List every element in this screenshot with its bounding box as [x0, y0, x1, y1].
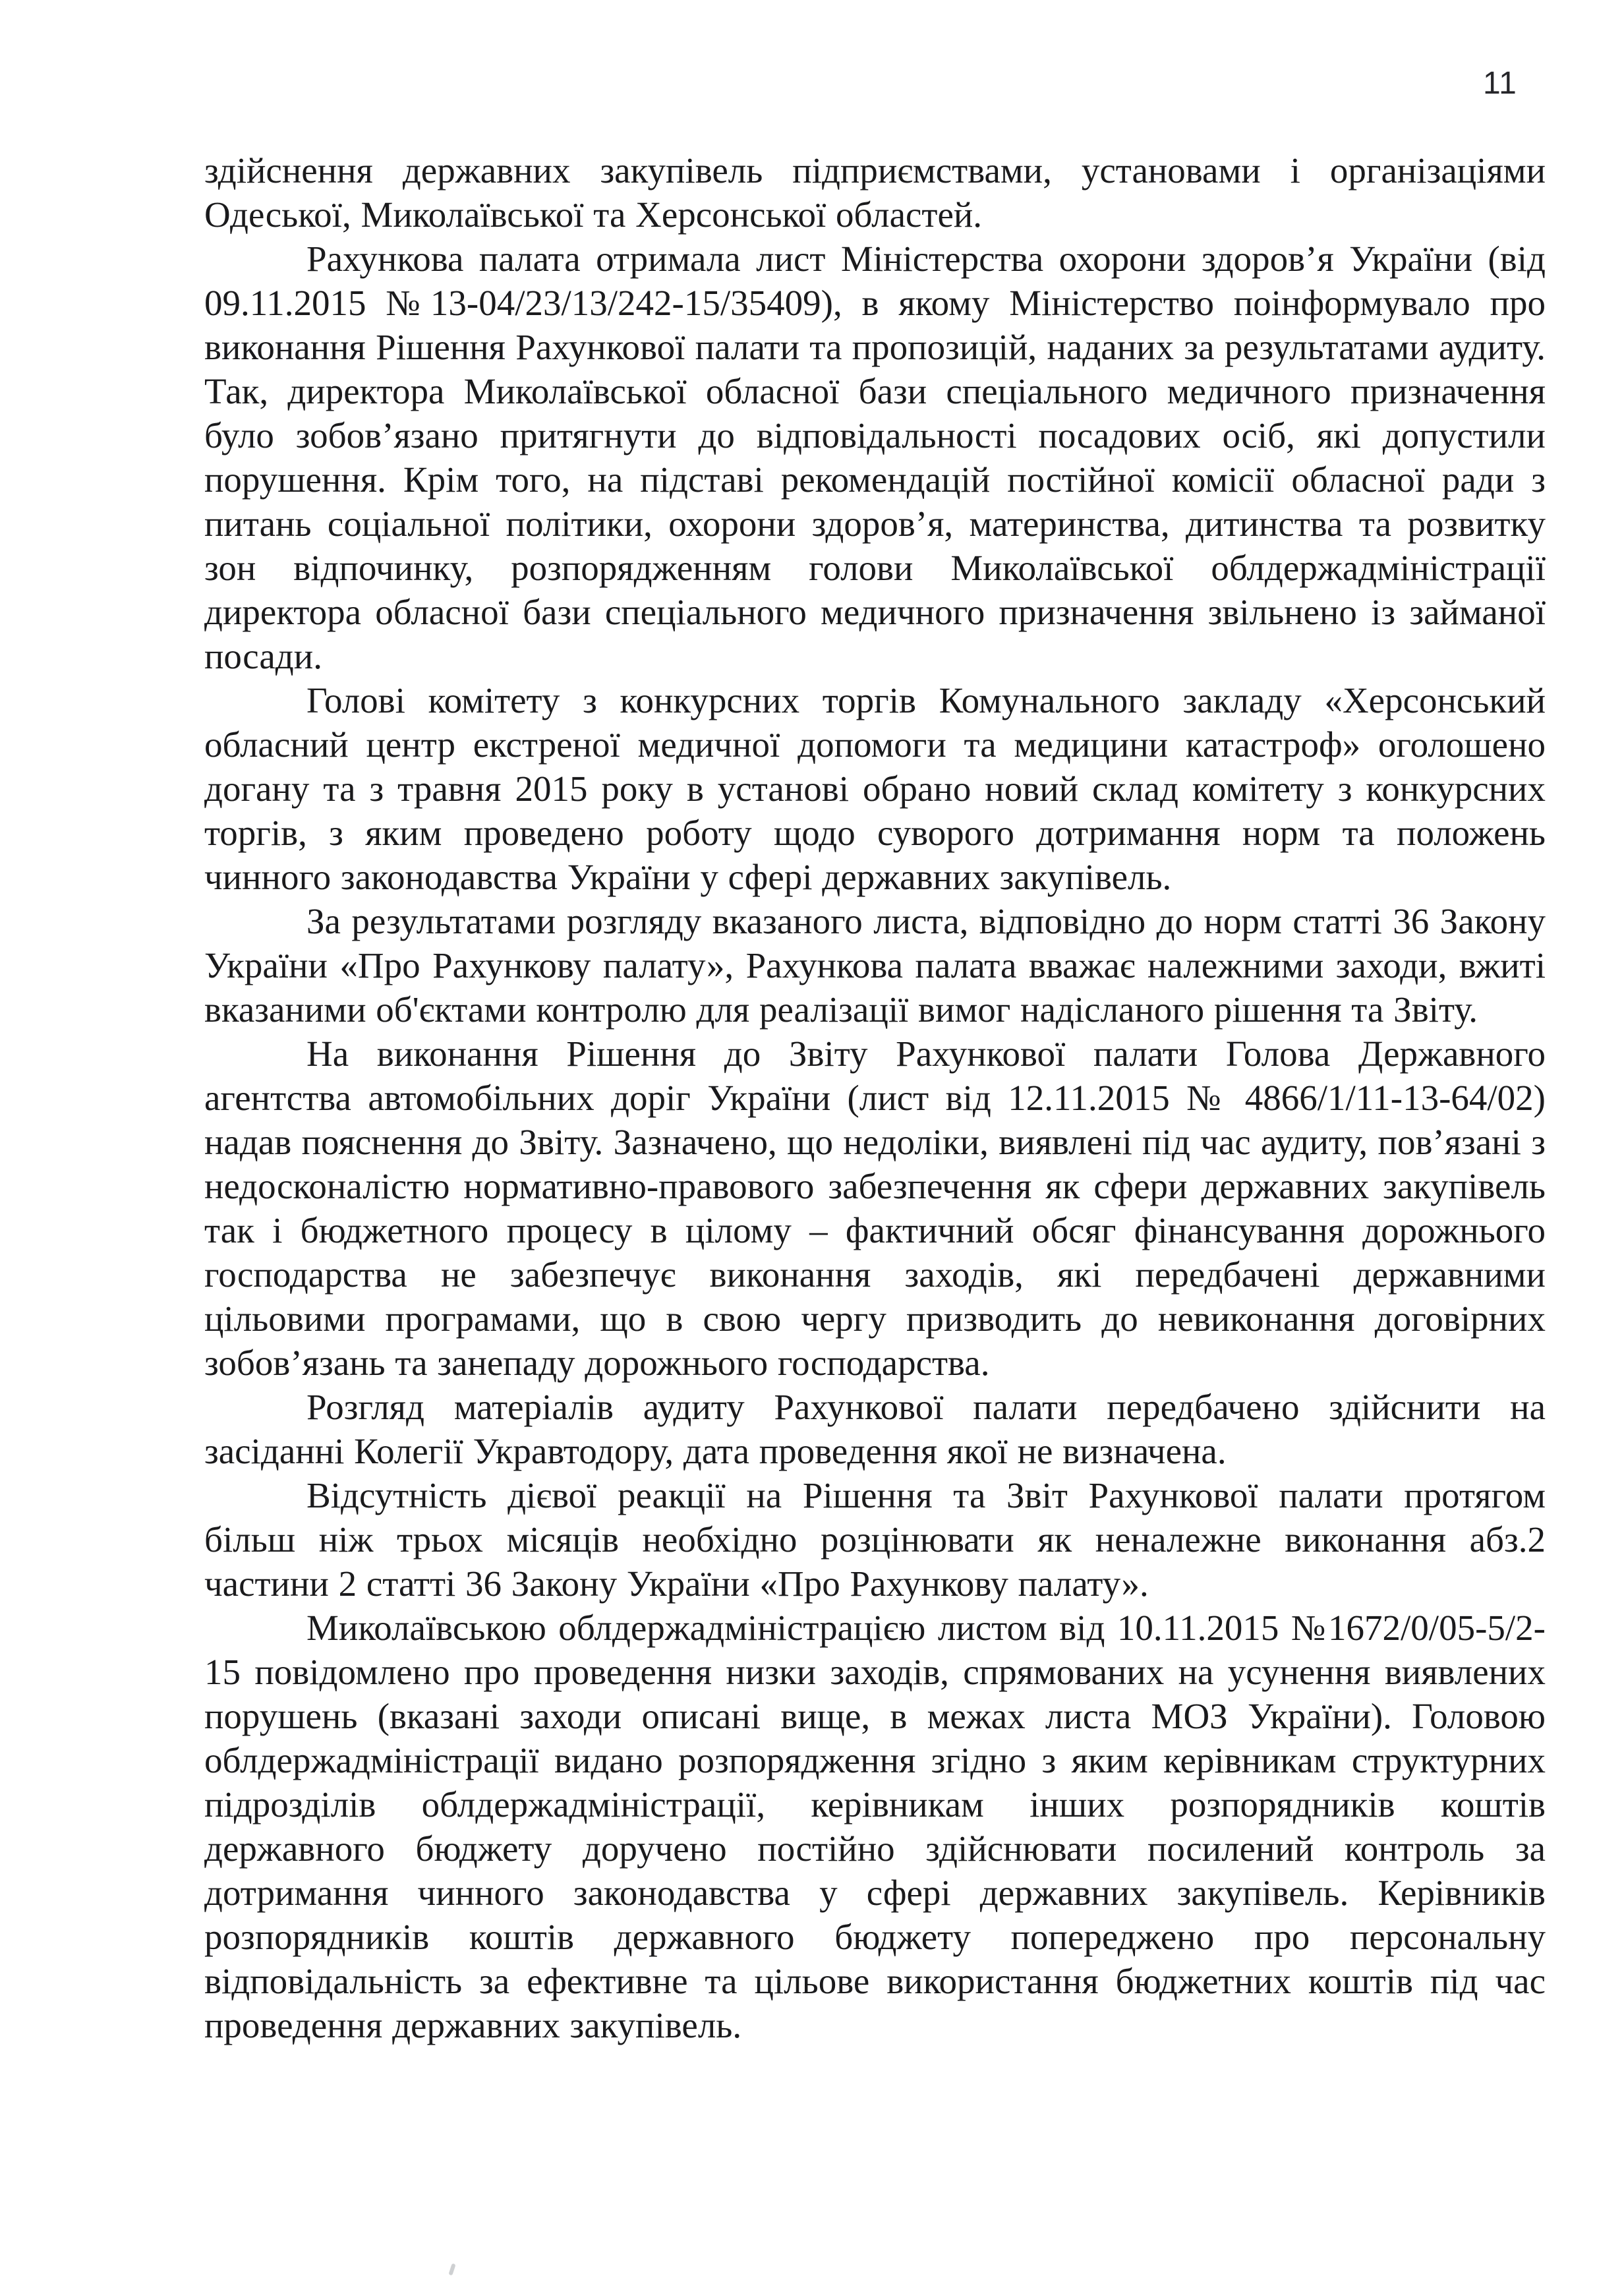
paragraph-4: За результатами розгляду вказаного листа, відповідно до норм статті 36 Закону України «Про Рахункову палату», Рахункова палата вважає належними заходи, вжиті вказаними об'єктами контролю для реалізації вимог надісланого рішення та Звіту. [204, 901, 1546, 1030]
paragraph-6: Розгляд матеріалів аудиту Рахункової палати передбачено здійснити на засіданні Колегії Укравтодору, дата проведення якої не визначена. [204, 1387, 1546, 1471]
paragraph-7: Відсутність дієвої реакції на Рішення та Звіт Рахункової палати протягом більш ніж трьох місяців необхідно розцінювати як неналежне виконання абз.2 частини 2 статті 36 Закону України «Про Рахункову палату». [204, 1475, 1546, 1604]
paragraph-5: На виконання Рішення до Звіту Рахункової палати Голова Державного агентства автомобільних доріг України (лист від 12.11.2015 № 4866/1/11-13-64/02) надав пояснення до Звіту. Зазначено, що недоліки, виявлені під час аудиту, пов’язані з недосконалістю нормативно-правового забезпечення як сфери державних закупівель так і бюджетного процесу в цілому – фактичний обсяг фінансування дорожнього господарства не забезпечує виконання заходів, які передбачені державними цільовими програмами, що в свою чергу призводить до невиконання договірних зобов’язань та занепаду дорожнього господарства. [204, 1034, 1546, 1383]
page-number: 11 [1483, 66, 1517, 101]
paragraph-1: здійснення державних закупівель підприємствами, установами і організаціями Одеської, Миколаївської та Херсонської областей. [204, 150, 1546, 235]
document-body [204, 148, 1546, 2047]
paragraph-8: Миколаївською облдержадміністрацією листом від 10.11.2015 №1672/0/05-5/2-15 повідомлено про проведення низки заходів, спрямованих на усунення виявлених порушень (вказані заходи описані вище, в межах листа МОЗ України). Головою облдержадміністрації видано розпорядження згідно з яким керівникам структурних підрозділів облдержадміністрації, керівникам інших розпорядників коштів державного бюджету доручено постійно здійснювати посилений контроль за дотримання чинного законодавства у сфері державних закупівель. Керівників розпорядників коштів державного бюджету попереджено про персональну відповідальність за ефективне та цільове використання бюджетних коштів під час проведення державних закупівель. [204, 1608, 1546, 2045]
paragraph-2: Рахункова палата отримала лист Міністерства охорони здоров’я України (від 09.11.2015 №13-04/23/13/242-15/35409), в якому Міністерство поінформувало про виконання Рішення Рахункової палати та пропозицій, наданих за результатами аудиту. Так, директора Миколаївської обласної бази спеціального медичного призначення було зобов’язано притягнути до відповідальності посадових осіб, які допустили порушення. Крім того, на підставі рекомендацій постійної комісії обласної ради з питань соціальної політики, охорони здоров’я, материнства, дитинства та розвитку зон відпочинку, розпорядженням голови Миколаївської облдержадміністрації директора обласної бази спеціального медичного призначення звільнено із займаної посади. [204, 239, 1546, 676]
paragraph-3: Голові комітету з конкурсних торгів Комунального закладу «Херсонський обласний центр екстреної медичної допомоги та медицини катастроф» оголошено догану та з травня 2015 року в установі обрано новий склад комітету з конкурсних торгів, з яким проведено роботу щодо суворого дотримання норм та положень чинного законодавства України у сфері державних закупівель. [204, 680, 1546, 897]
scan-speck [448, 2263, 455, 2276]
